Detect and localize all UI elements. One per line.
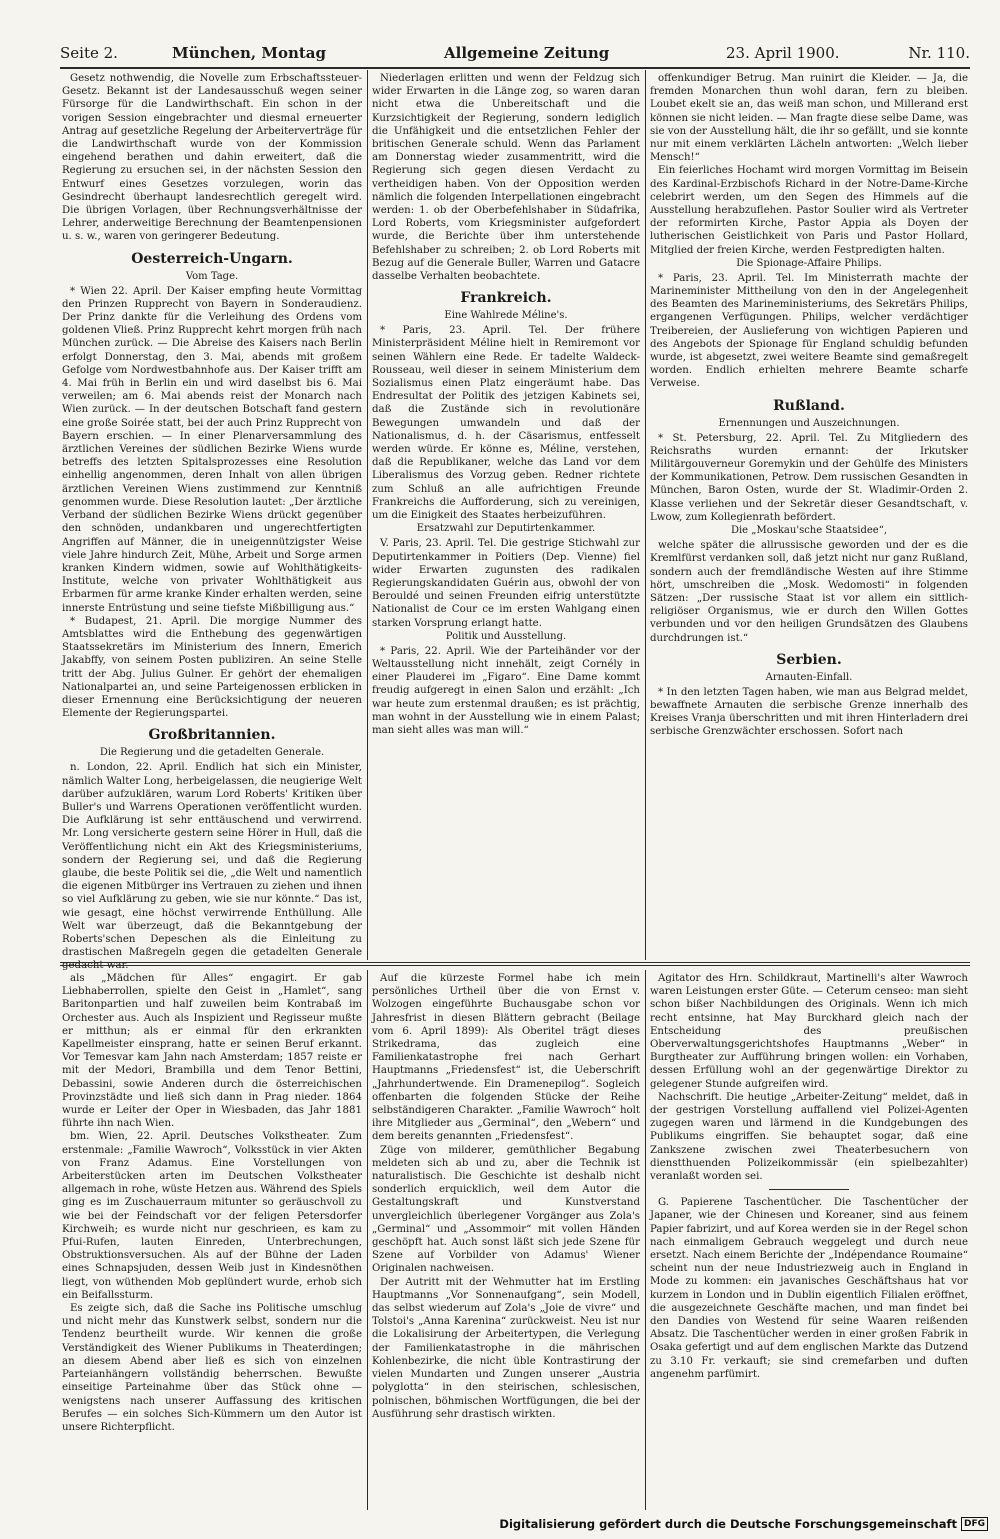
issue-number: Nr. 110. [908,44,970,62]
column-1 [62,72,362,960]
article-text: * In den letzten Tagen haben, wie man aus Belgrad meldet, bewaffnete Arnauten die serbische Grenze innerhalb des Kreises Vranja überschritten und mit ihren Hinterladern drei serbische Grenzwächter erschossen. Sofort nach [650,686,968,738]
feuilleton-rule [60,962,970,963]
feuilleton-column-1 [62,972,362,1508]
section-subheading: Ernennungen und Auszeichnungen. [718,417,900,429]
article-text: Der Autritt mit der Wehmutter hat im Erstling Hauptmanns „Vor Sonnenaufgang“, sein Modell, das selbst wiederum auf Zola's „Joie de vivre“ und Tolstoi's „Anna Karenina“ zurückweist. Neu ist nur die Lokalisirung der Arbeitertypen, die Verlegung der Familienkatastrophe in die mährischen Kohlenbezirke, die nicht üble Kontrastirung der vielen Mundarten und Zungen unserer „Austria polyglotta“ in den steirischen, schlesischen, polnischen, böhmischen Wortfügungen, die bei der Ausführung sehr drastisch wirkten. [372,1276,640,1420]
article-text: Nachschrift. Die heutige „Arbeiter-Zeitung“ meldet, daß in der gestrigen Vorstellung auffallend viel Polizei-Agenten zugegen waren und lärmend in die Kundgebungen des Publikums eingriffen. Sie behauptet sogar, daß eine Zankszene zwischen zwei Theaterbesuchern von dienstthuenden Polizeikommissär (ein spielbezahlter) veranlaßt worden sei. [650,1091,968,1183]
column-2 [372,72,640,960]
column-3 [650,72,968,960]
article-text: Niederlagen erlitten und wenn der Feldzug sich wider Erwarten in die Länge zog, so waren daran nicht etwa die Unbereitschaft und die Kurzsichtigkeit der Regierung, sondern lediglich die Unfähigkeit und die entsetzlichen Fehler der britischen Generale schuld. Wenn das Parlament am Donnerstag wieder zusammentritt, wird die Regierung sich gegen diesen Verdacht zu vertheidigen haben. Von der Opposition werden nämlich die folgenden Interpellationen eingebracht werden: 1. ob der Oberbefehlshaber in Südafrika, Lord Roberts, vom Kriegsminister aufgefordert wurde, die Berichte über ihm unterstehende Befehlshaber zu schreiben; 2. ob Lord Roberts mit Bezug auf die Generale Buller, Warren und Gatacre dasselbe Verhalten beobachtete. [372,73,640,283]
article-text: Auf die kürzeste Formel habe ich mein persönliches Urtheil über die von Ernst v. Wolzogen eingeführte Buchausgabe schon vor Jahresfrist in diesen Blättern gebracht (Beilage vom 6. April 1899): Als Oberitel trägt dieses Strikedrama, das zugleich eine Familienkatastrophe frei nach Gerhart Hauptmanns „Friedensfest“ ist, die Ueberschrift „Jahrhundertwende. Ein Dramenepilog“. Sogleich offenbarten die folgenden Stücke der Reihe selbständigeren Charakter. „Familie Wawroch“ holt ihre Mitglieder aus „Germinal“, den „Webern“ und dem bereits genannten „Friedensfest“. [372,973,640,1143]
article-text: Gesetz nothwendig, die Novelle zum Erbschaftssteuer-Gesetz. Bekannt ist der Landesausschuß wegen seiner Fürsorge für die Landwirthschaft. Ein schon in der vorigen Session eingebrachter und diesmal erneuerter Antrag auf gesetzliche Regelung der Arbeiterverträge für die Landwirthschaft wurde von der Kommission eingehend berathen und dahin erweitert, daß die Regierung zu ersuchen sei, in der nächsten Session den Entwurf eines Gesetzes vorzulegen, worin das Gesindrecht überhaupt landesrechtlich geregelt wird. Die übrigen Vorlagen, über Rechnungsverhältnisse der Lehrer, anderweitige Berechnung der Beamtenpensionen u. s. w., waren von geringerer Bedeutung. [62,73,362,243]
column-divider [367,70,368,960]
article-text: Agitator des Hrn. Schildkraut, Martinelli's alter Wawroch waren Leistungen erster Güte. — Ceterum censeo: man sieht schon bißer Nachbildungen des Originals. Wenn ich mich recht entsinne, hat May Burckhard gleich nach der Entscheidung des preußischen Oberverwaltungsgerichtshofes Hauptmanns „Weber“ in Burgtheater zur Aufführung bringen wollen: ein Vorhaben, dessen Erfüllung wohl an der gegenwärtige Direktor zu gelegener Stunde aufgreifen wird. [650,973,968,1090]
place-and-day: München, Montag [172,44,326,62]
section-heading: Großbritannien. [148,727,276,744]
section-heading: Oesterreich-Ungarn. [131,250,293,267]
feuilleton-column-2 [372,972,640,1508]
section-subheading: Ersatzwahl zur Deputirtenkammer. [416,523,596,535]
article-text: welche später die allrussische geworden und der es die Kremlfürst verdanken soll, daß jetzt nicht nur ganz Rußland, sondern auch der fremdländische Westen auf ihre Stimme hört, umschreiben die „Mosk. Wedomosti“ in folgenden Sätzen: „Der russische Staat ist vor allem ein sittlich-religiöser Organismus, wie er durch den Willen Gottes verbunden und vor den heiligen Grundsätzen des Glaubens durchdrungen ist.“ [650,540,968,644]
dfg-logo: DFG [961,1517,988,1531]
section-subheading: Eine Wahlrede Méline's. [444,310,568,322]
article-text: bm. Wien, 22. April. Deutsches Volkstheater. Zum erstenmale: „Familie Wawroch“, Volksstück in vier Akten von Franz Adamus. Eine Vorstellungen von Arbeiterstücken arten im Deutschen Volkstheater allgemach in rohe, wüste Hetzen aus. Während des Spiels ging es im Zuschauerraum mitunter so geräuschvoll zu wie bei der Feindschaft vor der feligen Petersdorfer Kirchweih; es wurde nicht nur geschrieen, es kam zu Pfui-Rufen, lauten Einreden, Unterbrechungen, Obstruktionsversuchen. Als auf der Bühne der Laden eines Schnapsjuden, dessen Weib just in Kindesnöthen liegt, von wüthenden Mob geplündert wurde, erhob sich ein Beifallssturm. [62,1131,362,1301]
page-number: Seite 2. [60,44,118,62]
article-separator [769,1189,849,1190]
article-text: G. Papierene Taschentücher. Die Taschentücher der Japaner, wie der Chinesen und Koreaner, sind aus feinem Papier fabrizirt, und auf Korea werden sie in der Regel schon nach einmaligem Gebrauch weggelegt und durch neue ersetzt. Nach einem Berichte der „Indépendance Roumaine“ scheint nun der neue Industriezweig auch in England in Mode zu kommen: ein javanisches Geschäftshaus hat vor kurzem in London und in Dublin eigentlich Filialen eröffnet, die ausgezeichnete Geschäfte machen, und man findet bei den Dandies von Westend für seine Waaren reißenden Absatz. Die Taschentücher werden in einer großen Fabrik in Osaka gefertigt und auf dem englischen Markte das Dutzend zu 3.10 Fr. verkauft; sie sind cremefarben und duften angenehm parfümirt. [650,1197,968,1380]
article-text: n. London, 22. April. Endlich hat sich ein Minister, nämlich Walter Long, herbeigelassen, die neugierige Welt darüber aufzuklären, warum Lord Roberts' Kritiken über Buller's und Warrens Operationen veröffentlicht wurden. Die Aufklärung ist sehr enttäuschend und verwirrend. Mr. Long versicherte gestern seine Hörer in Hull, daß die Veröffentlichung nicht ein Akt des Kriegsministeriums, sondern der Regierung sei, und daß die Regierung glaube, die beste Politik sei die, „die Welt und namentlich die eigenen Mitbürger ins Vertrauen zu ziehen und ihnen so viel Aufklärung zu geben, wie sie nur könnte.“ Das ist, wie gesagt, eine höchst verwirrende Enthüllung. Alle Welt war überzeugt, daß die Bekanntgebung der Roberts'schen Depeschen als die Einleitung zu drastischen Maßregeln gegen die getadelten Generale [62,762,362,959]
article-text: als „Mädchen für Alles“ engagirt. Er gab Liebhaberrollen, spielte den Geist in „Hamlet“, sang Baritonpartien und half zuweilen beim Kontrabaß im Orchester aus. Auch als Inspizient und Regisseur mußte er mitthun; als er einmal für den erkrankten Kapellmeister einsprang, hatte er seinen Beruf erkannt. Vor Temesvar kam Jahn nach Amsterdam; 1857 reiste er mit der Medori, Brambilla und dem Tenor Bettini, Debassini, sowie Anderen durch die österreichischen Provinzstädte und ließ sich dann in Prag nieder. 1864 wurde er Leiter der Oper in Wiesbaden, das Jahr 1881 führte ihn nach Wien. [62,973,362,1130]
column-divider [645,970,646,1510]
article-text: Ein feierliches Hochamt wird morgen Vormittag im Beisein des Kardinal-Erzbischofs Richard in der Notre-Dame-Kirche celebrirt werden, um den Segen des Himmels auf die Ausstellung herabzuflehen. Pastor Soulier wird als Vertreter der reformirten Kirche, Pastor Appia als Doyen der lutherischen Geistlichkeit von Paris und Pastor Hollard, Mitglied der freien Kirche, werden Festpredigten halten. [650,165,968,256]
section-subheading: Arnauten-Einfall. [765,671,853,683]
section-heading: Rußland. [773,397,845,414]
article-text: * Wien 22. April. Der Kaiser empfing heute Vormittag den Prinzen Rupprecht von Bayern in Sonderaudienz. Der Prinz dankte für die Verleihung des Ordens vom goldenen Vließ. Prinz Rupprecht kehrt morgen früh nach München zurück. — Die Abreise des Kaisers nach Berlin erfolgt Donnerstag, den 3. Mai, abends mit großem Gefolge vom Nordwestbahnhofe aus. Der Kaiser trifft am 4. Mai früh in Berlin ein und wird daselbst bis 6. Mai verweilen; am 6. Mai abends reist der Monarch nach Wien zurück. — In der deutschen Botschaft fand gestern eine große Soirée statt, bei der auch Prinz Rupprecht von Bayern erschien. — In einer Plenarversammlung des ärztlichen Vereines der südlichen Bezirke Wiens wurde betreffs des letzten Spitalsprozesses eine Resolution einhellig angenommen, deren Inhalt von allen übrigen ärztlichen Vereinen Wiens zustimmend zur Kenntniß genommen wurde. Diese Resolution lautet: „Der ärztliche Verband der südlichen Bezirke Wiens drückt gegenüber den schnöden, undankbaren und ungerechtfertigten Angriffen auf Männer, die in uneigennützigster Weise viele Jahre hindurch Zeit, Mühe, Arbeit und Sorge armen kranken Kindern widmen, sowie auf Wohlthätigkeits-Institute, welche von privater Wohlthätigkeit aus Erbarmen für arme kranke Kinder erhalten werden, seine innerste Entrüstung und seine tiefste Mißbilligung aus.“ [62,285,362,614]
credit-text: Digitalisierung gefördert durch die Deutsche Forschungsgemeinschaft [499,1517,957,1531]
article-text: V. Paris, 23. April. Tel. Die gestrige Stichwahl zur Deputirtenkammer in Poitiers (Dep. Vienne) fiel wider Erwarten zugunsten des radikalen Regierungskandidaten Guérin aus, obwohl der von Berouldé und seinen Freunden eifrig unterstützte Nationalist de Cour ce im ersten Wahlgang einen starken Vorsprung erlangt hatte. [372,538,640,629]
newspaper-title: Allgemeine Zeitung [444,44,610,62]
section-subheading: Die „Moskau'sche Staatsidee“, [730,525,888,537]
article-text: Züge von milderer, gemüthlicher Begabung meldeten sich ab und zu, aber die Technik ist naturalistisch. Die Geschichte ist deshalb nicht sonderlich erquicklich, weil dem Autor die Gestaltungskraft und Kunstverstand unvergleichlich überlegener Vorgänger aus Zola's „Germinal“ und „Assommoir“ mit vollen Händen geschöpft hat. Auch sonst läßt sich jede Szene für Szene auf Vorbilder von Adamus' Wiener Originalen nachweisen. [372,1144,640,1275]
article-text: * Paris, 23. April. Tel. Der frühere Ministerpräsident Méline hielt in Remiremont vor seinen Wählern eine Rede. Er tadelte Waldeck-Rousseau, weil dieser in seinem Ministerium dem Sozialismus einen Platz eingeräumt habe. Das Endresultat der Politik des jetzigen Kabinets sei, daß die Zustände sich in revolutionäre Bewegungen umwandeln und daß der Nationalismus, d. h. der Cäsarismus, entfesselt werden würde. Er könne es, Méline, verstehen, daß die Republikaner, welche das Land vor dem Liberalismus des Vorzug geben. Redner richtete zum Schluß an alle aufrichtigen Freunde Frankreichs die Aufforderung, sich zu vereinigen, um die Einigkeit des Staates herbeizuführen. [372,325,640,522]
section-heading: Frankreich. [460,290,552,307]
article-text: Es zeigte sich, daß die Sache ins Politische umschlug und nicht mehr das Kunstwerk selbst, sondern nur die Tendenz beurtheilt wurde. Wir kennen die große Verständigkeit des Wiener Publikums in Theaterdingen; an diesem Abend aber ließ es sich von einzelnen Parteianhängern vollständig beherrschen. Bewußte einseitige Parteinahme über das Stück ohne — wenigstens nach unserer Auffassung des kritischen Berufes — ein solches Sich-Kümmern um den Autor ist unsere Richterpflicht. [62,1303,362,1433]
article-text: * Paris, 23. April. Tel. Im Ministerrath machte der Marineminister Mittheilung von den in der Angelegenheit des Beamten des Marineministeriums, des Sekretärs Philips, ergangenen Verfügungen. Philips, welcher verdächtiger Treibereien, der Auslieferung von wichtigen Papieren und des Angebots der Spionage für England schuldig befunden wurde, ist abgesetzt, zwei weitere Beamte sind gemaßregelt worden. Endlich erhielten mehrere Beamte scharfe Verweise. [650,272,968,390]
digitization-credit [499,1517,988,1531]
header-rule [60,67,970,69]
section-subheading: Vom Tage. [185,270,239,282]
feuilleton-rule [60,965,970,966]
column-divider [645,70,646,960]
column-divider [367,970,368,1510]
section-subheading: Die Spionage-Affaire Philips. [736,257,882,269]
article-text: * St. Petersburg, 22. April. Tel. Zu Mitgliedern des Reichsraths wurden ernannt: der Irkutsker Militärgouverneur Goremykin und der Gehülfe des Ministers der Kommunikationen, Petrow. Dem russischen Gesandten in München, Baron Osten, wurde der St. Wladimir-Orden 2. Klasse verliehen und der Sekretär dieser Gesandtschaft, v. Lwow, zum Kollegienrath befördert. [650,432,968,523]
feuilleton-column-3 [650,972,968,1508]
article-text: * Paris, 22. April. Wie der Parteihänder vor der Weltausstellung nicht innehält, zeigt Cornély in einer Plauderei im „Figaro“. Eine Dame kommt freudig aufgeregt in einen Salon und erzählt: „Ich war heute zum erstenmal draußen; es ist prächtig, man wohnt in der Ausstellung wie in einem Palast; man sieht alles was man will.“ [372,645,640,736]
article-text: * Budapest, 21. April. Die morgige Nummer des Amtsblattes wird die Enthebung des gegenwärtigen Staatssekretärs im Ministerium des Innern, Emerich Jakabffy, von seinem Posten publiziren. An seine Stelle tritt der Abg. Julius Gulner. Er gehört der ehemaligen Nationalpartei an, und seine Parteigenossen erblicken in dieser Ernennung eine Berücksichtigung der neueren Elemente der Regierungspartei. [62,615,362,720]
section-subheading: Die Regierung und die getadelten Generale. [99,747,325,759]
issue-date: 23. April 1900. [726,44,840,62]
section-heading: Serbien. [776,651,842,668]
section-subheading: Politik und Ausstellung. [445,630,567,642]
article-text: offenkundiger Betrug. Man ruinirt die Kleider. — Ja, die fremden Monarchen thun wohl daran, fern zu bleiben. Loubet ekelt sie an, das weiß man schon, und Millerand erst können sie nicht leiden. — Man fragte diese selbe Dame, was sie von der Ausstellung hält, die ihr so gefällt, und sie konnte nur mit einem verklärten Lächeln antworten: „Welch lieber Mensch!“ [650,73,968,164]
page-header [60,44,970,66]
